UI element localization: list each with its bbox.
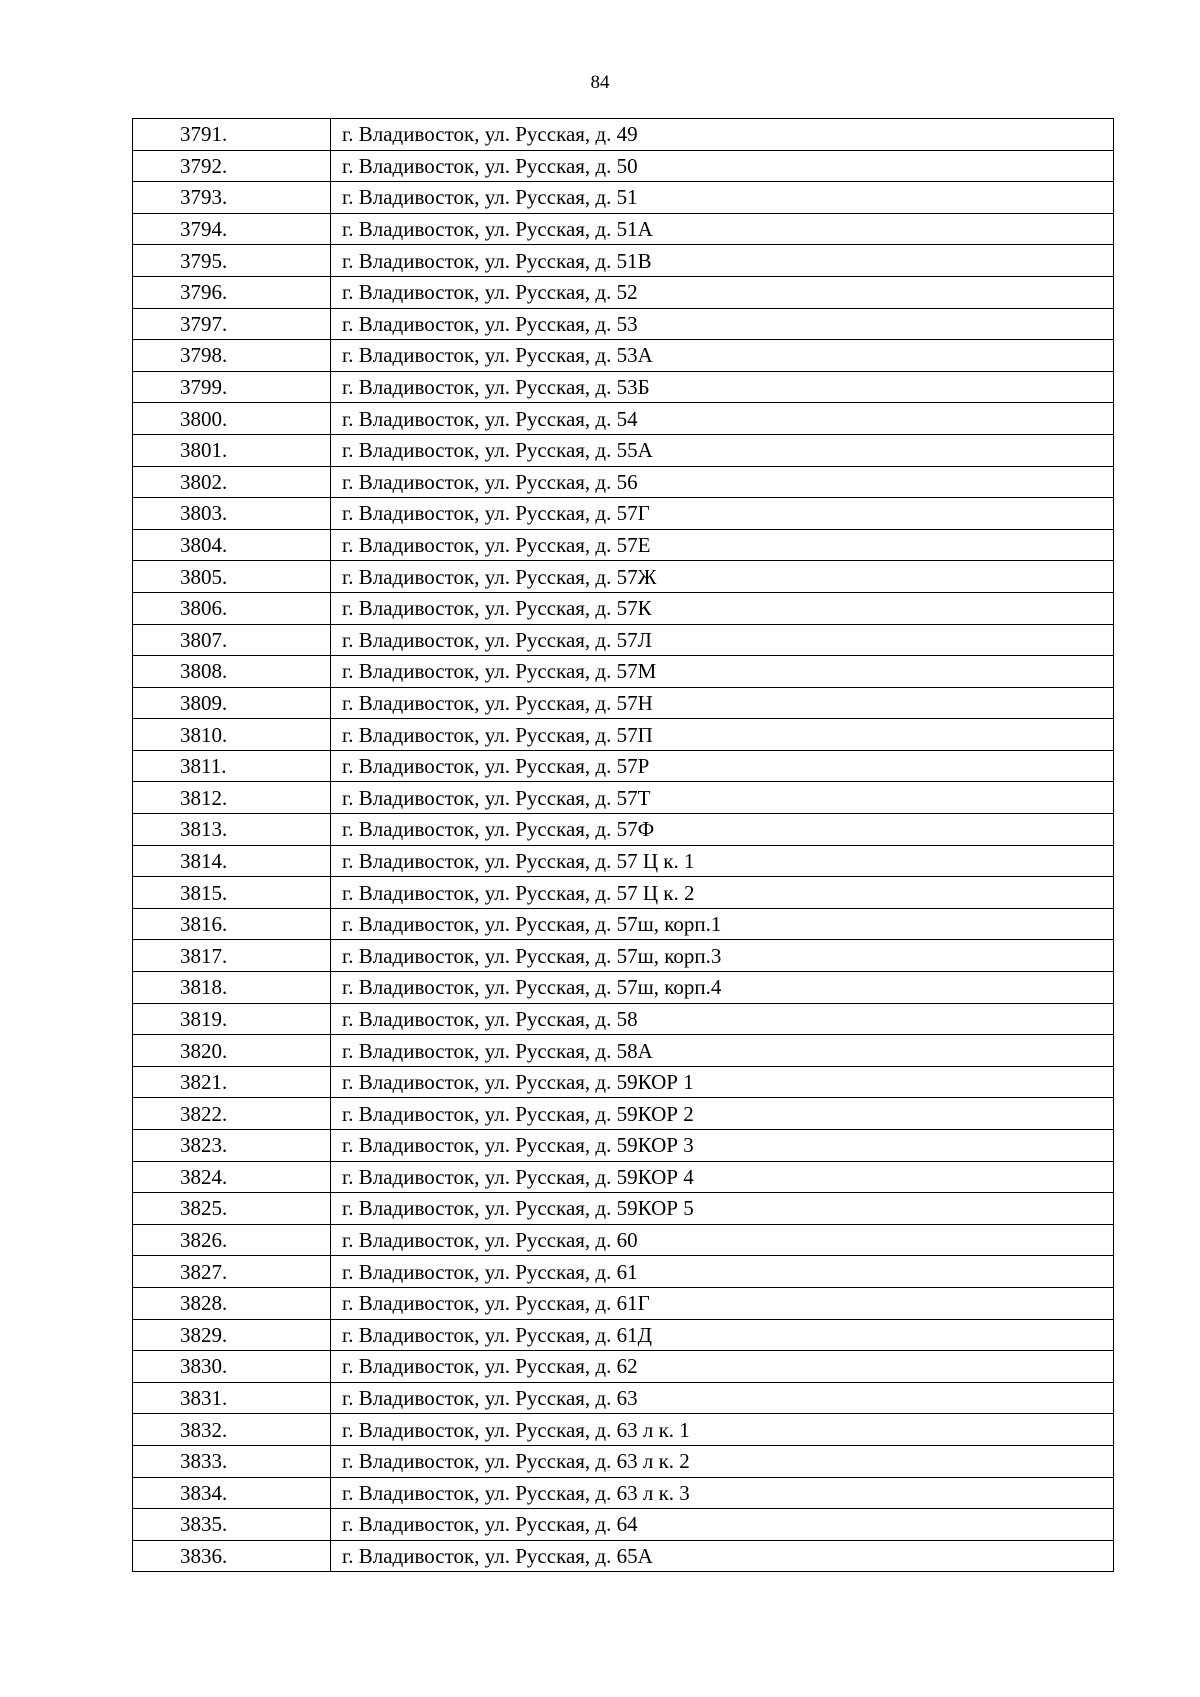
- row-number: 3813.: [133, 814, 331, 846]
- table-row: [133, 972, 1114, 1004]
- row-number: 3805.: [133, 561, 331, 593]
- row-number: 3816.: [133, 908, 331, 940]
- table-row: [133, 877, 1114, 909]
- row-address: г. Владивосток, ул. Русская, д. 63 л к. 3: [331, 1477, 1114, 1509]
- row-address: г. Владивосток, ул. Русская, д. 54: [331, 403, 1114, 435]
- table-row: [133, 340, 1114, 372]
- row-number: 3821.: [133, 1066, 331, 1098]
- table-row: [133, 1098, 1114, 1130]
- page-number: 84: [590, 72, 610, 93]
- table-row: [133, 403, 1114, 435]
- row-number: 3801.: [133, 434, 331, 466]
- row-address: г. Владивосток, ул. Русская, д. 57Л: [331, 624, 1114, 656]
- row-address: г. Владивосток, ул. Русская, д. 57Р: [331, 750, 1114, 782]
- row-number: 3810.: [133, 719, 331, 751]
- row-number: 3826.: [133, 1224, 331, 1256]
- table-row: [133, 1287, 1114, 1319]
- row-address: г. Владивосток, ул. Русская, д. 57М: [331, 656, 1114, 688]
- table-row: [133, 529, 1114, 561]
- row-address: г. Владивосток, ул. Русская, д. 63 л к. 2: [331, 1445, 1114, 1477]
- table-row: [133, 908, 1114, 940]
- table-row: [133, 498, 1114, 530]
- row-address: г. Владивосток, ул. Русская, д. 58: [331, 1003, 1114, 1035]
- row-address: г. Владивосток, ул. Русская, д. 59КОР 1: [331, 1066, 1114, 1098]
- table-row: [133, 371, 1114, 403]
- table-row: [133, 119, 1114, 151]
- table-row: [133, 624, 1114, 656]
- row-address: г. Владивосток, ул. Русская, д. 55А: [331, 434, 1114, 466]
- row-address: г. Владивосток, ул. Русская, д. 59КОР 2: [331, 1098, 1114, 1130]
- table-row: [133, 213, 1114, 245]
- row-number: 3804.: [133, 529, 331, 561]
- row-number: 3808.: [133, 656, 331, 688]
- row-number: 3797.: [133, 308, 331, 340]
- row-address: г. Владивосток, ул. Русская, д. 63 л к. 1: [331, 1414, 1114, 1446]
- row-address: г. Владивосток, ул. Русская, д. 62: [331, 1351, 1114, 1383]
- table-row: [133, 940, 1114, 972]
- table-row: [133, 1130, 1114, 1162]
- table-row: [133, 561, 1114, 593]
- address-table-body: [133, 119, 1114, 1572]
- row-number: 3827.: [133, 1256, 331, 1288]
- row-number: 3819.: [133, 1003, 331, 1035]
- table-row: [133, 750, 1114, 782]
- table-row: [133, 1224, 1114, 1256]
- table-row: [133, 1161, 1114, 1193]
- row-address: г. Владивосток, ул. Русская, д. 57 Ц к. 2: [331, 877, 1114, 909]
- row-number: 3829.: [133, 1319, 331, 1351]
- row-address: г. Владивосток, ул. Русская, д. 57Ф: [331, 814, 1114, 846]
- row-address: г. Владивосток, ул. Русская, д. 61: [331, 1256, 1114, 1288]
- table-row: [133, 1414, 1114, 1446]
- table-row: [133, 845, 1114, 877]
- table-row: [133, 782, 1114, 814]
- row-number: 3825.: [133, 1193, 331, 1225]
- row-address: г. Владивосток, ул. Русская, д. 59КОР 3: [331, 1130, 1114, 1162]
- row-address: г. Владивосток, ул. Русская, д. 53А: [331, 340, 1114, 372]
- row-address: г. Владивосток, ул. Русская, д. 57Ж: [331, 561, 1114, 593]
- table-row: [133, 1066, 1114, 1098]
- row-address: г. Владивосток, ул. Русская, д. 63: [331, 1382, 1114, 1414]
- row-number: 3836.: [133, 1540, 331, 1572]
- row-number: 3799.: [133, 371, 331, 403]
- row-number: 3828.: [133, 1287, 331, 1319]
- row-number: 3818.: [133, 972, 331, 1004]
- row-address: г. Владивосток, ул. Русская, д. 59КОР 5: [331, 1193, 1114, 1225]
- table-row: [133, 466, 1114, 498]
- row-number: 3822.: [133, 1098, 331, 1130]
- row-address: г. Владивосток, ул. Русская, д. 56: [331, 466, 1114, 498]
- row-address: г. Владивосток, ул. Русская, д. 51: [331, 182, 1114, 214]
- row-number: 3794.: [133, 213, 331, 245]
- row-address: г. Владивосток, ул. Русская, д. 57П: [331, 719, 1114, 751]
- row-address: г. Владивосток, ул. Русская, д. 57ш, корп.3: [331, 940, 1114, 972]
- row-number: 3834.: [133, 1477, 331, 1509]
- row-address: г. Владивосток, ул. Русская, д. 61Г: [331, 1287, 1114, 1319]
- row-address: г. Владивосток, ул. Русская, д. 57Н: [331, 687, 1114, 719]
- row-number: 3835.: [133, 1509, 331, 1541]
- table-row: [133, 1319, 1114, 1351]
- row-number: 3796.: [133, 276, 331, 308]
- table-row: [133, 182, 1114, 214]
- row-number: 3817.: [133, 940, 331, 972]
- table-row: [133, 1193, 1114, 1225]
- row-number: 3824.: [133, 1161, 331, 1193]
- row-number: 3800.: [133, 403, 331, 435]
- row-number: 3833.: [133, 1445, 331, 1477]
- table-row: [133, 1509, 1114, 1541]
- row-number: 3823.: [133, 1130, 331, 1162]
- row-number: 3792.: [133, 150, 331, 182]
- row-address: г. Владивосток, ул. Русская, д. 57ш, корп.4: [331, 972, 1114, 1004]
- row-address: г. Владивосток, ул. Русская, д. 64: [331, 1509, 1114, 1541]
- row-number: 3798.: [133, 340, 331, 372]
- table-row: [133, 1382, 1114, 1414]
- row-address: г. Владивосток, ул. Русская, д. 65А: [331, 1540, 1114, 1572]
- table-row: [133, 308, 1114, 340]
- row-number: 3807.: [133, 624, 331, 656]
- row-number: 3802.: [133, 466, 331, 498]
- table-row: [133, 1477, 1114, 1509]
- row-address: г. Владивосток, ул. Русская, д. 50: [331, 150, 1114, 182]
- row-address: г. Владивосток, ул. Русская, д. 57Е: [331, 529, 1114, 561]
- row-address: г. Владивосток, ул. Русская, д. 57ш, корп.1: [331, 908, 1114, 940]
- row-number: 3814.: [133, 845, 331, 877]
- row-address: г. Владивосток, ул. Русская, д. 58А: [331, 1035, 1114, 1067]
- table-row: [133, 434, 1114, 466]
- table-row: [133, 1035, 1114, 1067]
- row-number: 3806.: [133, 592, 331, 624]
- row-number: 3831.: [133, 1382, 331, 1414]
- row-number: 3830.: [133, 1351, 331, 1383]
- row-address: г. Владивосток, ул. Русская, д. 59КОР 4: [331, 1161, 1114, 1193]
- table-row: [133, 814, 1114, 846]
- row-address: г. Владивосток, ул. Русская, д. 61Д: [331, 1319, 1114, 1351]
- row-address: г. Владивосток, ул. Русская, д. 57 Ц к. 1: [331, 845, 1114, 877]
- row-address: г. Владивосток, ул. Русская, д. 53Б: [331, 371, 1114, 403]
- address-table: [132, 118, 1114, 1572]
- table-row: [133, 1445, 1114, 1477]
- row-number: 3809.: [133, 687, 331, 719]
- row-number: 3815.: [133, 877, 331, 909]
- row-number: 3820.: [133, 1035, 331, 1067]
- table-row: [133, 276, 1114, 308]
- row-number: 3832.: [133, 1414, 331, 1446]
- row-address: г. Владивосток, ул. Русская, д. 51А: [331, 213, 1114, 245]
- row-number: 3812.: [133, 782, 331, 814]
- row-number: 3803.: [133, 498, 331, 530]
- row-address: г. Владивосток, ул. Русская, д. 57Г: [331, 498, 1114, 530]
- table-row: [133, 1540, 1114, 1572]
- table-row: [133, 150, 1114, 182]
- table-row: [133, 1003, 1114, 1035]
- table-row: [133, 1256, 1114, 1288]
- row-address: г. Владивосток, ул. Русская, д. 53: [331, 308, 1114, 340]
- table-row: [133, 656, 1114, 688]
- row-address: г. Владивосток, ул. Русская, д. 57К: [331, 592, 1114, 624]
- table-row: [133, 687, 1114, 719]
- table-row: [133, 592, 1114, 624]
- row-address: г. Владивосток, ул. Русская, д. 60: [331, 1224, 1114, 1256]
- row-number: 3811.: [133, 750, 331, 782]
- table-row: [133, 719, 1114, 751]
- row-number: 3793.: [133, 182, 331, 214]
- row-address: г. Владивосток, ул. Русская, д. 49: [331, 119, 1114, 151]
- table-row: [133, 245, 1114, 277]
- row-address: г. Владивосток, ул. Русская, д. 57Т: [331, 782, 1114, 814]
- row-address: г. Владивосток, ул. Русская, д. 52: [331, 276, 1114, 308]
- row-number: 3791.: [133, 119, 331, 151]
- table-row: [133, 1351, 1114, 1383]
- row-address: г. Владивосток, ул. Русская, д. 51В: [331, 245, 1114, 277]
- row-number: 3795.: [133, 245, 331, 277]
